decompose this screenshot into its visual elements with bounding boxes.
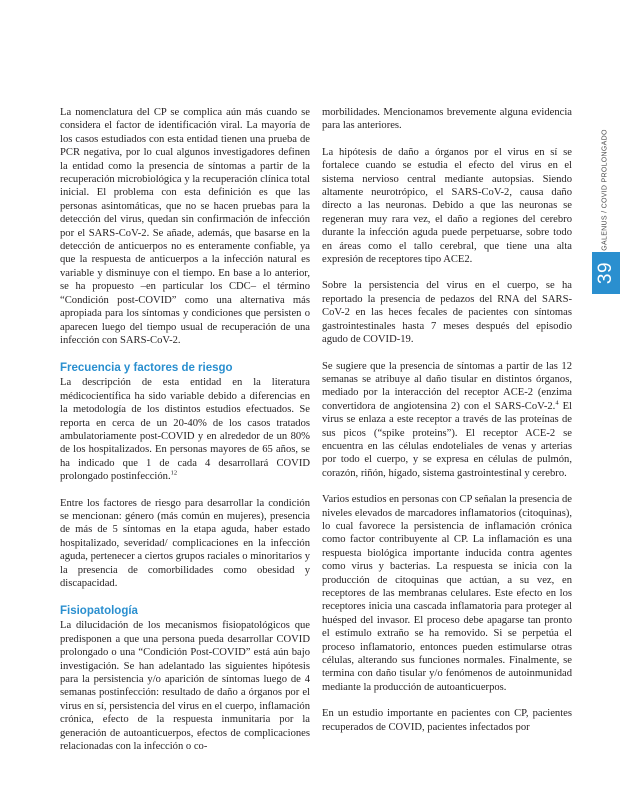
paragraph-dano-organos: La hipótesis de daño a órganos por el virus en sí se fortalece cuando se estudia el efecto del virus en el sistema nervioso central mediante autopsias. Siendo altamente neurotrópico, el SARS-CoV-2, causa daño directo a las neuronas. Debido a que las neuronas se regeneran muy rara vez, el daño a regiones del cerebro durante la infección aguda puede perpetuarse, sobre todo en áreas como el tallo cerebral, que tiene una alta expresión de receptores tipo ACE2. (322, 146, 572, 266)
paragraph-estudio: En un estudio importante en pacientes con CP, pacientes recuperados de COVID, pacientes infectados por (322, 708, 572, 733)
paragraph-frecuencia-text: La descripción de esta entidad en la literatura médicocientífica ha sido variable debido a diferencias en la metodología de los distintos estudios efectuados. Se reporta en cerca de un 20-40% de los casos tratados ambulatoriamente post-COVID y en alrededor de un 80% de los hospitalizados. En personas mayores de 65 años, se ha indicado que 1 de cada 4 desarrollará COVID prolongado postinfección. (60, 377, 310, 483)
paragraph-identification: La nomenclatura del CP se complica aún más cuando se considera el factor de identificación viral. La mayoría de los casos estudiados con esta entidad tienen una prueba de PCR negativa, por lo cual algunos investigadores definen la entidad como la presencia de síntomas a partir de la recuperación microbiológica y la recuperación clínica total inicial. El problema con esta definición es que las personas asintomáticas, que no se hacen pruebas para la detección del virus, quedan sin confirmación de infección por el SARS-CoV-2. Se añade, además, que basarse en la detección de anticuerpos no es enteramente confiable, ya que la respuesta de anticuerpos a la infección natural es variable y disminuye con el tiempo. En base a lo anterior, se ha propuesto –en particular los CDC– el término “Condición post-COVID” como una alternativa más apropiada para los síntomas y condiciones que persisten o aparecen luego del tiempo usual de recuperación de una infección con SARS-CoV-2. (60, 107, 310, 346)
running-header-text: GALENUS / COVID PROLONGADO (601, 129, 609, 251)
reference-4: 4 (555, 399, 559, 407)
paragraph-inflamacion: Varios estudios en personas con CP señalan la presencia de niveles elevados de marcadores inflamatorios (citoquinas), lo cual favorece la persistencia de inflamación crónica como factor contribuyente al CP. La inflamación es una respuesta biológica importante inducida contra agentes como virus y bacterias. La respuesta se inicia con la producción de citoquinas que actúan, a su vez, en receptores de las membranas celulares. Este efecto en los receptores inicia una cascada inflamatoria para proteger al huésped del invasor. El proceso debe apagarse tan pronto el estímulo extraño se ha removido. Si se perpetúa el proceso inflamatorio, entonces pueden estimularse otras células, alterando sus funciones normales. Finalmente, se termina con daño tisular y/o fenómenos de autoinmunidad mediante la producción de autoanticuerpos. (322, 494, 572, 693)
paragraph-ace2-continued: El virus se enlaza a este receptor a través de las proteínas de sus picos (“spike proteins”). El receptor ACE-2 se encuentra en las células endoteliales de venas y arterias por todo el cuerpo, y se expresa en células de pulmón, corazón, riñón, hígado, sistema gastrointestinal y cerebro. (322, 400, 572, 479)
paragraph-factores: Entre los factores de riesgo para desarrollar la condición se mencionan: género (más común en mujeres), presencia de más de 5 síntomas en la etapa aguda, haber estado hospitalizado, severidad/ complicaciones en la infección aguda, pertenecer a ciertos grupos raciales o minoritarios y la presencia de comorbilidades como obesidad y discapacidad. (60, 497, 310, 589)
paragraph-frecuencia (60, 376, 310, 483)
page-number: 39 (595, 261, 616, 285)
paragraph-ace2-text: Se sugiere que la presencia de síntomas a partir de las 12 semanas se atribuye al daño tisular en distintos órganos, mediado por la interacción del receptor ACE-2 (enzima convertidora de angiotensina 2) con el SARS-CoV-2. (322, 360, 572, 412)
left-column (60, 106, 310, 766)
right-column (322, 106, 572, 747)
paragraph-persistencia-virus: Sobre la persistencia del virus en el cuerpo, se ha reportado la presencia de pedazos del RNA del SARS-CoV-2 en las heces fecales de pacientes con síntomas gastrointestinales hasta 7 meses después del episodio agudo de COVID-19. (322, 280, 572, 346)
paragraph-ace2 (322, 360, 572, 481)
paragraph-comorbilidades: morbilidades. Mencionamos brevemente alguna evidencia para las anteriores. (322, 107, 572, 132)
heading-fisiopatologia: Fisiopatología (60, 605, 138, 618)
heading-frecuencia: Frecuencia y factores de riesgo (60, 362, 233, 375)
running-header (592, 130, 618, 250)
reference-12: 12 (170, 469, 178, 477)
paragraph-mecanismos: La dilucidación de los mecanismos fisiopatológicos que predisponen a que una persona pueda desarrollar COVID prolongado o una “Condición Post-COVID” está aún bajo investigación. Se han adelantado las siguientes hipótesis para la persistencia y/o aparición de síntomas luego de 4 semanas postinfección: resultado de daño a órganos por el virus en sí, persistencia del virus en el cuerpo, inflamación crónica, efecto de la respuesta inmunitaria por la generación de autoanticuerpos, efectos de complicaciones relacionadas con la infección o co- (60, 620, 310, 753)
page-number-box (592, 252, 620, 294)
